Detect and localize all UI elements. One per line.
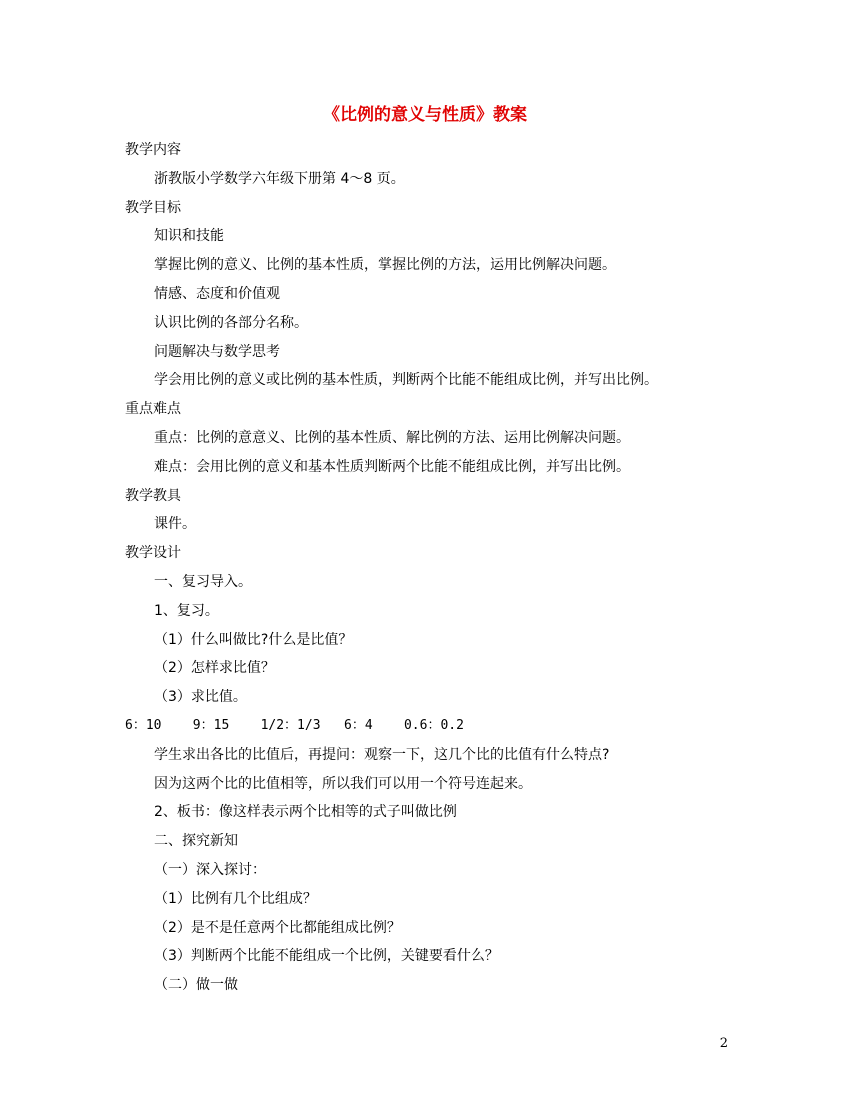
design-substep-review: 1、复习。 bbox=[154, 602, 219, 619]
objective-subheading-knowledge: 知识和技能 bbox=[154, 228, 224, 245]
question-3: （3）求比值。 bbox=[154, 689, 247, 706]
design-step-explore: 二、探究新知 bbox=[154, 833, 238, 850]
section-heading-content: 教学内容 bbox=[125, 142, 181, 158]
explore-subheading-practice: （二）做一做 bbox=[154, 977, 238, 994]
document-body bbox=[125, 136, 745, 1000]
ratio-list: 6：10 9：15 1/2：1/3 6：4 0.6：0.2 bbox=[125, 717, 464, 733]
objective-subheading-thinking: 问题解决与数学思考 bbox=[154, 343, 280, 360]
design-step-review: 一、复习导入。 bbox=[154, 573, 252, 590]
explanation-text: 因为这两个比的比值相等，所以我们可以用一个符号连起来。 bbox=[154, 775, 532, 792]
discussion-question-1: （1）比例有几个比组成？ bbox=[154, 890, 317, 907]
objective-text-attitude: 认识比例的各部分名称。 bbox=[154, 314, 308, 331]
section-heading-objectives: 教学目标 bbox=[125, 199, 181, 216]
key-point-text: 重点：比例的意意义、比例的基本性质、解比例的方法、运用比例解决问题。 bbox=[154, 429, 630, 446]
page-number: 2 bbox=[719, 1036, 728, 1051]
discussion-question-2: （2）是不是任意两个比都能组成比例？ bbox=[154, 919, 401, 936]
section-heading-key-points: 重点难点 bbox=[125, 401, 181, 418]
question-2: （2）怎样求比值？ bbox=[154, 660, 275, 677]
section-heading-tools: 教学教具 bbox=[125, 487, 181, 504]
question-1: （1）什么叫做比?什么是比值？ bbox=[154, 631, 353, 648]
objective-subheading-attitude: 情感、态度和价值观 bbox=[154, 285, 280, 302]
explore-subheading-discuss: （一）深入探讨： bbox=[154, 861, 266, 878]
document-title: 《比例的意义与性质》教案 bbox=[323, 105, 527, 125]
objective-text-thinking: 学会用比例的意义或比例的基本性质，判断两个比能不能组成比例，并写出比例。 bbox=[154, 372, 658, 389]
content-text: 浙教版小学数学六年级下册第 4～8 页。 bbox=[154, 170, 405, 187]
objective-text-knowledge: 掌握比例的意义、比例的基本性质，掌握比例的方法，运用比例解决问题。 bbox=[154, 257, 616, 274]
tools-text: 课件。 bbox=[154, 516, 196, 533]
discussion-question-3: （3）判断两个比能不能组成一个比例，关键要看什么？ bbox=[154, 948, 499, 965]
section-heading-design: 教学设计 bbox=[125, 545, 181, 562]
difficult-point-text: 难点：会用比例的意义和基本性质判断两个比能不能组成比例，并写出比例。 bbox=[154, 458, 630, 475]
board-writing: 2、板书：像这样表示两个比相等的式子叫做比例 bbox=[154, 804, 457, 821]
follow-up-question: 学生求出各比的比值后，再提问：观察一下，这几个比的比值有什么特点? bbox=[154, 746, 610, 763]
